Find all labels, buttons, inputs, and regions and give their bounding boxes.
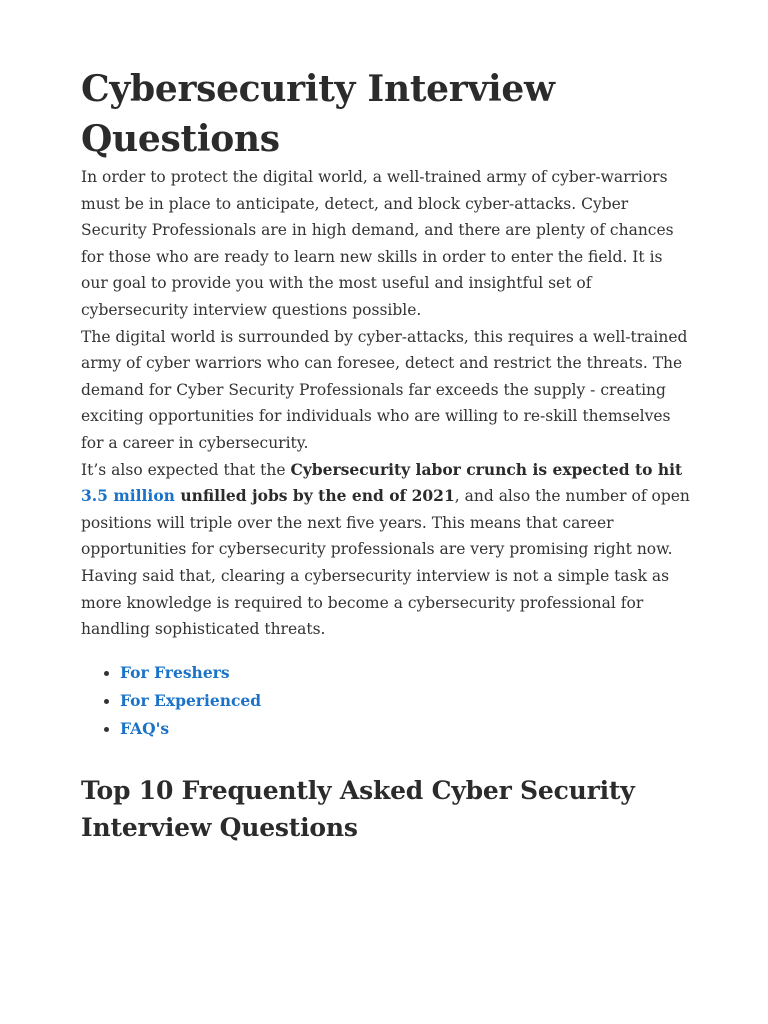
intro-paragraph: In order to protect the digital world, a well-trained army of cyber-warriors must be in place to anticipate, detect, and block cyber-attacks. Cyber Security Professionals are in high demand, and there are plenty of chances for those who are ready to learn new skills in order to enter the field. It is our goal to provide you with the most useful and insightful set of cybersecurity interview questions possible. [81, 168, 674, 319]
toc-item-freshers [120, 659, 690, 687]
page-title-line1: Cybersecurity Interview [81, 68, 555, 110]
toc-item-faqs [120, 715, 690, 743]
toc-item-experienced [120, 687, 690, 715]
page-title [81, 64, 690, 164]
labor-crunch-bold-text: Cybersecurity labor crunch is expected to hit [290, 459, 683, 479]
unfilled-jobs-bold-text: unfilled jobs by the end of 2021 [174, 486, 455, 506]
labor-crunch-paragraph [81, 457, 690, 643]
section-heading-line1: Top 10 Frequently Asked Cyber Security [81, 775, 635, 805]
page-title-line2: Questions [81, 118, 280, 160]
demand-paragraph: The digital world is surrounded by cyber-attacks, this requires a well-trained army of cyber warriors who can foresee, detect and restrict the threats. The demand for Cyber Security Professionals far exceeds the supply - creating exciting opportunities for individuals who are willing to re-skill themselves for a career in cybersecurity. [81, 327, 688, 452]
for-freshers-link[interactable]: For Freshers [120, 662, 230, 682]
section-heading-line2: Interview Questions [81, 812, 358, 842]
three-point-five-million-link[interactable]: 3.5 million [81, 486, 175, 506]
for-experienced-link[interactable]: For Experienced [120, 690, 262, 710]
labor-crunch-intro: It’s also expected that the [81, 460, 291, 479]
faqs-link[interactable]: FAQ's [120, 718, 170, 738]
labor-crunch-rest: , and also the number of open positions will triple over the next five years. This means that career opportunities for cybersecurity professionals are very promising right now. Having said that, clearing a cybersecurity interview is not a simple task as more knowledge is required to become a cybersecurity professional for handling sophisticated threats. [81, 487, 690, 639]
table-of-contents-list [81, 659, 690, 743]
section-heading [81, 772, 690, 846]
